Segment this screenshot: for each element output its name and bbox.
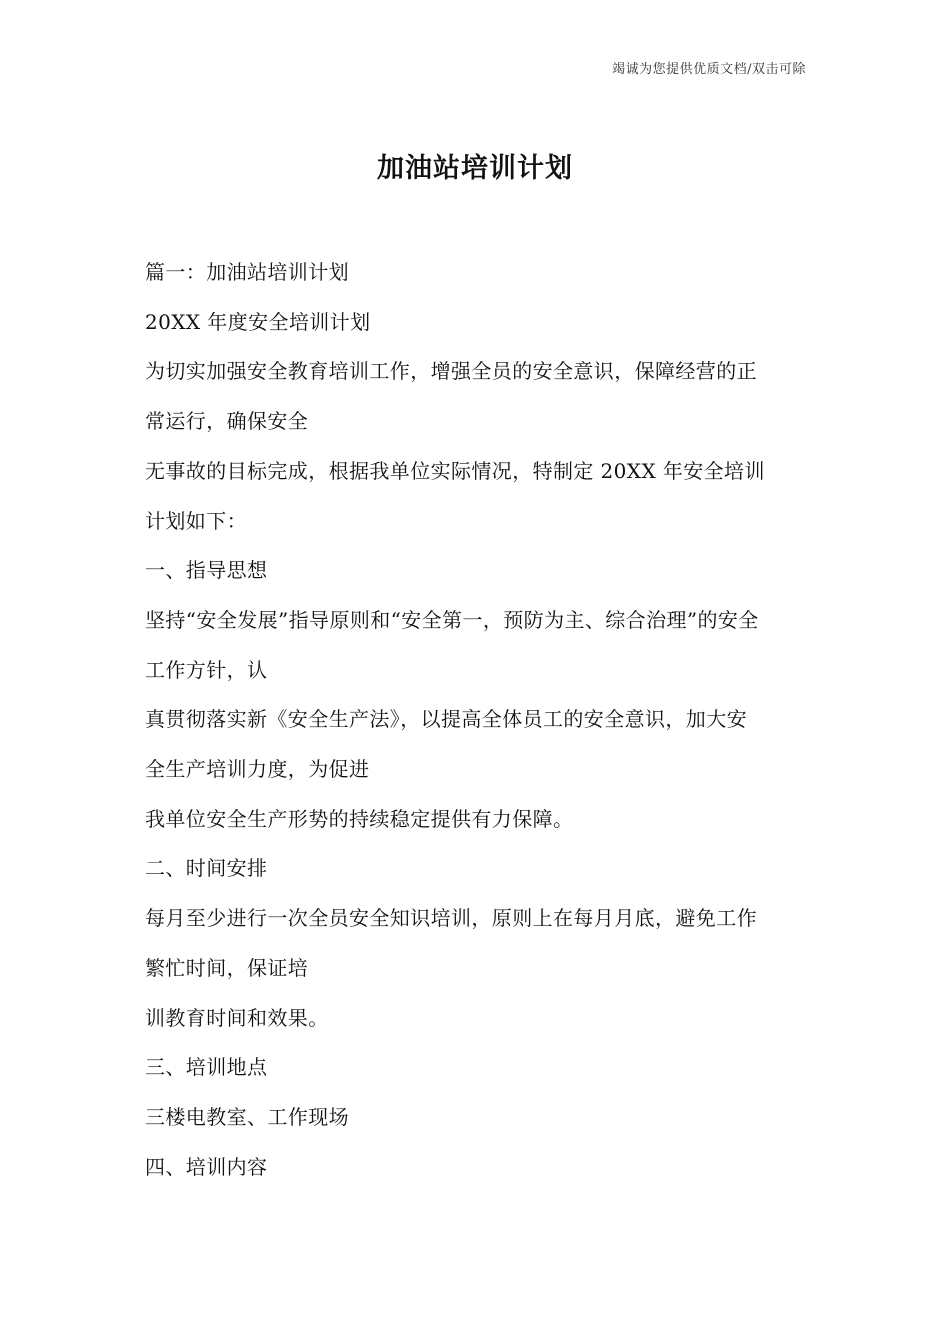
body-line: 篇一：加油站培训计划 <box>145 260 349 284</box>
header-note: 竭诚为您提供优质文档/双击可除 <box>612 62 806 77</box>
section-heading: 四、培训内容 <box>145 1154 268 1179</box>
body-line: 全生产培训力度，为促进 <box>145 757 370 782</box>
body-line: 无事故的目标完成，根据我单位实际情况，特制定 20XX 年安全培训 <box>145 458 765 483</box>
body-line: 计划如下： <box>145 508 247 533</box>
body-line: 常运行，确保安全 <box>145 409 309 434</box>
body-line: 三楼电教室、工作现场 <box>145 1104 349 1129</box>
body-line: 为切实加强安全教育培训工作，增强全员的安全意识，保障经营的正 <box>145 359 757 384</box>
body-line: 我单位安全生产形势的持续稳定提供有力保障。 <box>145 806 574 831</box>
section-heading: 二、时间安排 <box>145 856 268 881</box>
document-body <box>145 248 810 1192</box>
body-line: 训教育时间和效果。 <box>145 1005 329 1030</box>
document-title: 加油站培训计划 <box>377 153 573 184</box>
body-line: 20XX 年度安全培训计划 <box>145 309 371 334</box>
body-line: 坚持“安全发展”指导原则和“安全第一，预防为主、综合治理”的安全 <box>145 607 759 632</box>
body-line: 每月至少进行一次全员安全知识培训，原则上在每月月底，避免工作 <box>145 906 757 931</box>
body-line: 工作方针，认 <box>145 657 268 682</box>
body-line: 繁忙时间，保证培 <box>145 955 309 980</box>
section-heading: 一、指导思想 <box>145 558 268 583</box>
section-heading: 三、培训地点 <box>145 1055 268 1080</box>
body-line: 真贯彻落实新《安全生产法》，以提高全体员工的安全意识，加大安 <box>145 707 747 732</box>
